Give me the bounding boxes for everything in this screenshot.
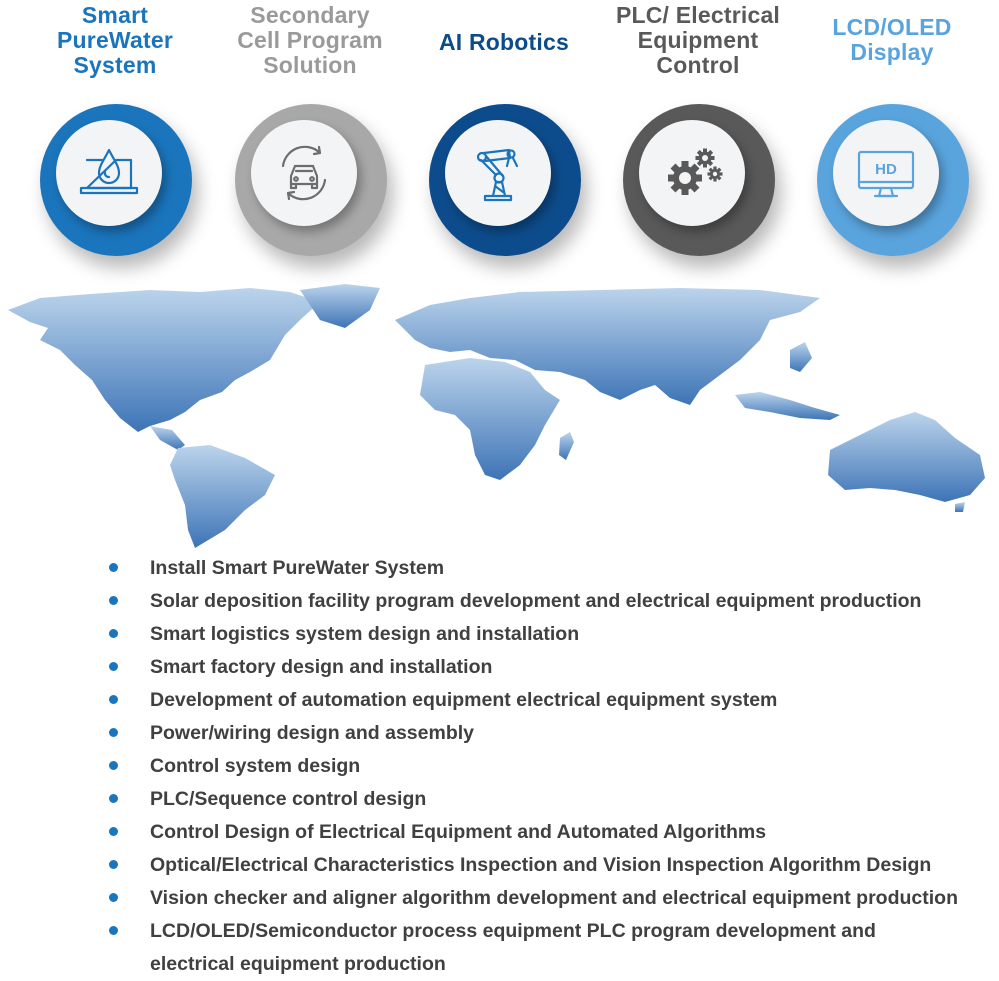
- bullet-icon: [109, 761, 118, 770]
- bullet-icon: [109, 794, 118, 803]
- robot-arm-icon: [463, 138, 533, 208]
- category-title: PLC/ Electrical Equipment Control: [615, 2, 781, 78]
- bullet-icon: [109, 563, 118, 572]
- list-item: Smart factory design and installation: [100, 651, 999, 684]
- icon-circle: [429, 104, 581, 256]
- bullet-icon: [109, 926, 118, 935]
- madagascar-shape: [559, 432, 574, 460]
- bullet-icon: [109, 728, 118, 737]
- list-item: Control system design: [100, 750, 999, 783]
- category-lcd-oled: [797, 0, 987, 270]
- category-title: AI Robotics: [439, 29, 569, 55]
- icon-circle: [817, 104, 969, 256]
- list-item: Install Smart PureWater System: [100, 552, 999, 585]
- australia-shape: [828, 412, 985, 502]
- bullet-icon: [109, 695, 118, 704]
- category-smart-purewater: [20, 0, 210, 270]
- category-title: Smart PureWater System: [57, 2, 173, 78]
- category-title: Secondary Cell Program Solution: [237, 2, 383, 78]
- list-item: Development of automation equipment electrical equipment system: [100, 684, 999, 717]
- icon-circle: [623, 104, 775, 256]
- bullet-icon: [109, 827, 118, 836]
- list-item: PLC/Sequence control design: [100, 783, 999, 816]
- south-america-shape: [170, 445, 275, 548]
- hd-monitor-icon: [851, 138, 921, 208]
- greenland-shape: [300, 284, 380, 328]
- bullet-icon: [109, 662, 118, 671]
- icon-circle: [40, 104, 192, 256]
- list-item: Vision checker and aligner algorithm development and electrical equipment production: [100, 882, 999, 915]
- icon-circle: [235, 104, 387, 256]
- list-item: Control Design of Electrical Equipment and Automated Algorithms: [100, 816, 999, 849]
- tasmania-shape: [955, 502, 965, 512]
- world-map: [0, 280, 999, 550]
- category-secondary-cell: [215, 0, 405, 270]
- bullet-icon: [109, 860, 118, 869]
- category-ai-robotics: [409, 0, 599, 270]
- list-item: Solar deposition facility program development and electrical equipment production: [100, 585, 999, 618]
- central-america-shape: [150, 426, 185, 450]
- laptop-water-drop-icon: [74, 138, 144, 208]
- africa-shape: [420, 358, 560, 480]
- category-plc-electrical: [603, 0, 793, 270]
- car-cycle-icon: [269, 138, 339, 208]
- gears-icon: [657, 138, 727, 208]
- list-item: LCD/OLED/Semiconductor process equipment PLC program development and electrical equipment production: [100, 915, 999, 981]
- list-item: Power/wiring design and assembly: [100, 717, 999, 750]
- hd-label: HD: [875, 161, 897, 178]
- services-list: [100, 552, 999, 981]
- category-title: LCD/OLED Display: [832, 14, 952, 65]
- bullet-icon: [109, 596, 118, 605]
- list-item: Smart logistics system design and installation: [100, 618, 999, 651]
- north-america-shape: [8, 288, 320, 432]
- list-item: Optical/Electrical Characteristics Inspection and Vision Inspection Algorithm Design: [100, 849, 999, 882]
- southeast-asia-shape: [735, 392, 840, 420]
- bullet-icon: [109, 893, 118, 902]
- bullet-icon: [109, 629, 118, 638]
- japan-shape: [790, 342, 812, 372]
